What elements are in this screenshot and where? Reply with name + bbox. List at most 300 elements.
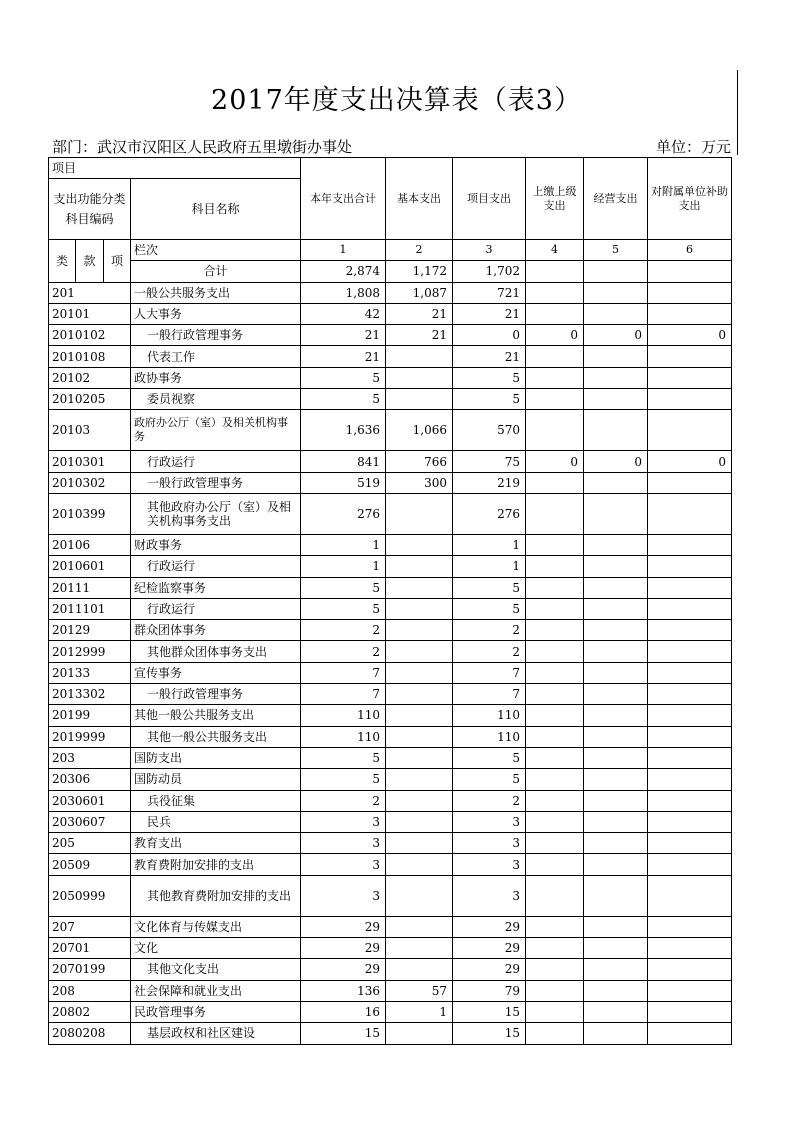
row-project: 21 xyxy=(453,346,526,367)
row-project: 2 xyxy=(453,790,526,811)
row-upper xyxy=(526,598,584,619)
table-row xyxy=(49,577,732,598)
row-business xyxy=(584,577,648,598)
row-total: 16 xyxy=(301,1001,386,1022)
row-business xyxy=(584,1023,648,1044)
row-total: 3 xyxy=(301,811,386,832)
row-basic xyxy=(386,833,453,854)
row-subsidy xyxy=(648,662,732,683)
row-code: 2010399 xyxy=(49,493,131,534)
row-basic: 1,087 xyxy=(386,282,453,303)
row-project: 29 xyxy=(453,916,526,937)
table-body xyxy=(49,282,732,1044)
row-subject-name: 其他一般公共服务支出 xyxy=(131,726,301,747)
row-total: 3 xyxy=(301,854,386,875)
row-upper xyxy=(526,747,584,768)
row-total: 15 xyxy=(301,1023,386,1044)
row-project: 75 xyxy=(453,451,526,472)
row-code: 20111 xyxy=(49,577,131,598)
row-subject-name: 民兵 xyxy=(131,811,301,832)
row-project: 3 xyxy=(453,833,526,854)
table-row xyxy=(49,684,732,705)
row-business: 0 xyxy=(584,325,648,346)
row-code: 208 xyxy=(49,980,131,1001)
table-row xyxy=(49,346,732,367)
row-basic xyxy=(386,389,453,410)
row-basic xyxy=(386,790,453,811)
header-lei: 类 xyxy=(49,240,76,283)
row-subsidy xyxy=(648,1001,732,1022)
row-subject-name: 民政管理事务 xyxy=(131,1001,301,1022)
row-code: 2013302 xyxy=(49,684,131,705)
row-code: 20701 xyxy=(49,938,131,959)
row-project: 15 xyxy=(453,1001,526,1022)
table-row xyxy=(49,598,732,619)
row-subsidy: 0 xyxy=(648,451,732,472)
table-row xyxy=(49,493,732,534)
row-business xyxy=(584,747,648,768)
row-code: 20802 xyxy=(49,1001,131,1022)
row-basic xyxy=(386,811,453,832)
table-row xyxy=(49,1023,732,1044)
row-code: 20106 xyxy=(49,534,131,555)
header-col-basic: 基本支出 xyxy=(386,158,453,240)
row-subsidy xyxy=(648,875,732,916)
table-row xyxy=(49,367,732,388)
row-code: 2010108 xyxy=(49,346,131,367)
department-label: 部门：武汉市汉阳区人民政府五里墩街办事处 xyxy=(52,138,353,156)
row-business xyxy=(584,303,648,324)
row-project: 5 xyxy=(453,747,526,768)
row-basic xyxy=(386,577,453,598)
row-project: 21 xyxy=(453,303,526,324)
row-business xyxy=(584,811,648,832)
row-total: 29 xyxy=(301,916,386,937)
row-code: 2010102 xyxy=(49,325,131,346)
row-total: 136 xyxy=(301,980,386,1001)
row-business xyxy=(584,641,648,662)
row-code: 2010302 xyxy=(49,472,131,493)
row-basic: 300 xyxy=(386,472,453,493)
row-total: 42 xyxy=(301,303,386,324)
row-subject-name: 文化 xyxy=(131,938,301,959)
row-subsidy xyxy=(648,790,732,811)
row-total: 276 xyxy=(301,493,386,534)
row-subsidy xyxy=(648,726,732,747)
row-total: 5 xyxy=(301,747,386,768)
table-row xyxy=(49,641,732,662)
row-total: 110 xyxy=(301,705,386,726)
header-n3: 3 xyxy=(453,240,526,261)
row-total: 2 xyxy=(301,620,386,641)
row-project: 5 xyxy=(453,769,526,790)
row-subsidy xyxy=(648,410,732,451)
row-subject-name: 其他文化支出 xyxy=(131,959,301,980)
row-code: 205 xyxy=(49,833,131,854)
row-business xyxy=(584,684,648,705)
row-upper xyxy=(526,1001,584,1022)
row-subsidy xyxy=(648,577,732,598)
row-project: 3 xyxy=(453,854,526,875)
row-total: 29 xyxy=(301,959,386,980)
row-subsidy xyxy=(648,556,732,577)
row-subsidy xyxy=(648,472,732,493)
row-project: 7 xyxy=(453,662,526,683)
row-basic: 766 xyxy=(386,451,453,472)
row-subsidy xyxy=(648,833,732,854)
row-total: 1 xyxy=(301,556,386,577)
row-upper xyxy=(526,493,584,534)
row-subject-name: 政协事务 xyxy=(131,367,301,388)
row-subject-name: 其他政府办公厅（室）及相关机构事务支出 xyxy=(131,493,301,534)
row-subject-name: 基层政权和社区建设 xyxy=(131,1023,301,1044)
row-upper xyxy=(526,938,584,959)
row-code: 2050999 xyxy=(49,875,131,916)
row-business xyxy=(584,875,648,916)
row-upper xyxy=(526,472,584,493)
table-row xyxy=(49,747,732,768)
row-project: 110 xyxy=(453,705,526,726)
header-n5: 5 xyxy=(584,240,648,261)
row-subject-name: 人大事务 xyxy=(131,303,301,324)
row-subject-name: 一般行政管理事务 xyxy=(131,472,301,493)
total-total: 2,874 xyxy=(301,261,386,282)
row-total: 841 xyxy=(301,451,386,472)
row-basic xyxy=(386,854,453,875)
row-code: 20102 xyxy=(49,367,131,388)
row-project: 276 xyxy=(453,493,526,534)
row-project: 219 xyxy=(453,472,526,493)
total-subsidy xyxy=(648,261,732,282)
row-subject-name: 宣传事务 xyxy=(131,662,301,683)
row-code: 2019999 xyxy=(49,726,131,747)
row-code: 20509 xyxy=(49,854,131,875)
row-subsidy xyxy=(648,534,732,555)
table-row xyxy=(49,916,732,937)
row-business xyxy=(584,620,648,641)
row-project: 29 xyxy=(453,938,526,959)
row-code: 20133 xyxy=(49,662,131,683)
header-xiang: 项 xyxy=(104,240,131,283)
header-lanci: 栏次 xyxy=(131,240,301,261)
row-business xyxy=(584,833,648,854)
row-project: 5 xyxy=(453,577,526,598)
row-subsidy xyxy=(648,282,732,303)
row-subject-name: 其他教育费附加安排的支出 xyxy=(131,875,301,916)
row-subject-name: 一般行政管理事务 xyxy=(131,684,301,705)
row-business: 0 xyxy=(584,451,648,472)
row-subject-name: 纪检监察事务 xyxy=(131,577,301,598)
row-subject-name: 一般公共服务支出 xyxy=(131,282,301,303)
row-total: 21 xyxy=(301,325,386,346)
row-upper xyxy=(526,556,584,577)
row-upper xyxy=(526,790,584,811)
row-project: 1 xyxy=(453,534,526,555)
row-upper: 0 xyxy=(526,325,584,346)
total-business xyxy=(584,261,648,282)
page-title: 2017年度支出决算表（表3） xyxy=(211,85,582,116)
row-total: 5 xyxy=(301,577,386,598)
header-n1: 1 xyxy=(301,240,386,261)
row-total: 29 xyxy=(301,938,386,959)
row-upper xyxy=(526,303,584,324)
row-total: 5 xyxy=(301,769,386,790)
table-row xyxy=(49,451,732,472)
row-business xyxy=(584,346,648,367)
row-subsidy xyxy=(648,346,732,367)
row-subject-name: 社会保障和就业支出 xyxy=(131,980,301,1001)
row-total: 5 xyxy=(301,598,386,619)
row-upper xyxy=(526,980,584,1001)
row-code: 20199 xyxy=(49,705,131,726)
row-subject-name: 教育费附加安排的支出 xyxy=(131,854,301,875)
row-project: 0 xyxy=(453,325,526,346)
table-row xyxy=(49,410,732,451)
row-project: 3 xyxy=(453,811,526,832)
header-func-code: 支出功能分类科目编码 xyxy=(49,179,131,240)
row-basic xyxy=(386,346,453,367)
total-row xyxy=(49,261,732,282)
row-subject-name: 教育支出 xyxy=(131,833,301,854)
row-upper xyxy=(526,534,584,555)
row-basic xyxy=(386,747,453,768)
header-n4: 4 xyxy=(526,240,584,261)
row-basic xyxy=(386,959,453,980)
row-upper xyxy=(526,346,584,367)
row-project: 29 xyxy=(453,959,526,980)
row-upper xyxy=(526,389,584,410)
row-basic xyxy=(386,534,453,555)
row-business xyxy=(584,493,648,534)
row-project: 1 xyxy=(453,556,526,577)
row-business xyxy=(584,282,648,303)
row-upper xyxy=(526,620,584,641)
row-business xyxy=(584,472,648,493)
row-basic xyxy=(386,641,453,662)
row-basic: 1,066 xyxy=(386,410,453,451)
row-total: 519 xyxy=(301,472,386,493)
row-subject-name: 兵役征集 xyxy=(131,790,301,811)
row-basic: 57 xyxy=(386,980,453,1001)
header-row-project xyxy=(49,158,732,179)
row-project: 570 xyxy=(453,410,526,451)
total-upper xyxy=(526,261,584,282)
row-project: 5 xyxy=(453,367,526,388)
table-row xyxy=(49,303,732,324)
table-row xyxy=(49,472,732,493)
row-basic xyxy=(386,1023,453,1044)
row-subsidy xyxy=(648,493,732,534)
row-upper xyxy=(526,854,584,875)
row-code: 20101 xyxy=(49,303,131,324)
header-col-total: 本年支出合计 xyxy=(301,158,386,240)
row-basic xyxy=(386,684,453,705)
row-basic xyxy=(386,726,453,747)
row-business xyxy=(584,598,648,619)
table-row xyxy=(49,726,732,747)
row-subsidy xyxy=(648,769,732,790)
row-subsidy xyxy=(648,1023,732,1044)
row-business xyxy=(584,790,648,811)
row-code: 2070199 xyxy=(49,959,131,980)
table-row xyxy=(49,1001,732,1022)
row-total: 5 xyxy=(301,367,386,388)
row-project: 2 xyxy=(453,641,526,662)
row-basic: 21 xyxy=(386,325,453,346)
row-basic xyxy=(386,620,453,641)
row-business xyxy=(584,705,648,726)
row-upper xyxy=(526,726,584,747)
header-col-project: 项目支出 xyxy=(453,158,526,240)
table-row xyxy=(49,854,732,875)
row-basic xyxy=(386,938,453,959)
row-basic xyxy=(386,705,453,726)
row-upper xyxy=(526,282,584,303)
row-subject-name: 行政运行 xyxy=(131,556,301,577)
row-subject-name: 其他群众团体事务支出 xyxy=(131,641,301,662)
row-basic xyxy=(386,916,453,937)
table-row xyxy=(49,790,732,811)
row-subject-name: 一般行政管理事务 xyxy=(131,325,301,346)
row-subsidy xyxy=(648,811,732,832)
row-upper xyxy=(526,684,584,705)
row-subsidy xyxy=(648,389,732,410)
row-code: 2010601 xyxy=(49,556,131,577)
row-business xyxy=(584,916,648,937)
row-business xyxy=(584,534,648,555)
row-project: 7 xyxy=(453,684,526,705)
row-project: 3 xyxy=(453,875,526,916)
row-subsidy xyxy=(648,641,732,662)
row-subsidy xyxy=(648,938,732,959)
header-project: 项目 xyxy=(49,158,301,179)
row-subsidy xyxy=(648,620,732,641)
unit-label: 单位：万元 xyxy=(655,138,731,156)
row-business xyxy=(584,662,648,683)
table-row xyxy=(49,282,732,303)
row-subject-name: 群众团体事务 xyxy=(131,620,301,641)
table-row xyxy=(49,938,732,959)
table-row xyxy=(49,389,732,410)
row-business xyxy=(584,410,648,451)
row-project: 79 xyxy=(453,980,526,1001)
table-row xyxy=(49,980,732,1001)
row-basic xyxy=(386,367,453,388)
row-subject-name: 行政运行 xyxy=(131,451,301,472)
total-project: 1,702 xyxy=(453,261,526,282)
row-upper xyxy=(526,410,584,451)
row-subject-name: 国防动员 xyxy=(131,769,301,790)
row-total: 110 xyxy=(301,726,386,747)
row-code: 2030601 xyxy=(49,790,131,811)
row-business xyxy=(584,769,648,790)
table-row xyxy=(49,833,732,854)
row-code: 2012999 xyxy=(49,641,131,662)
expenditure-table xyxy=(48,157,732,1045)
table-row xyxy=(49,325,732,346)
row-subsidy xyxy=(648,916,732,937)
row-code: 203 xyxy=(49,747,131,768)
row-subject-name: 行政运行 xyxy=(131,598,301,619)
table-row xyxy=(49,705,732,726)
row-total: 3 xyxy=(301,875,386,916)
header-col-upper: 上缴上级支出 xyxy=(526,158,584,240)
table-row xyxy=(49,556,732,577)
row-upper xyxy=(526,769,584,790)
row-upper xyxy=(526,811,584,832)
row-basic xyxy=(386,769,453,790)
table-row xyxy=(49,811,732,832)
row-subsidy xyxy=(648,367,732,388)
header-col-subsidy: 对附属单位补助支出 xyxy=(648,158,732,240)
table-row xyxy=(49,534,732,555)
row-basic xyxy=(386,875,453,916)
row-subsidy xyxy=(648,598,732,619)
row-business xyxy=(584,980,648,1001)
row-subject-name: 委员视察 xyxy=(131,389,301,410)
row-subsidy xyxy=(648,959,732,980)
header-kuan: 款 xyxy=(76,240,104,283)
row-project: 721 xyxy=(453,282,526,303)
row-basic: 21 xyxy=(386,303,453,324)
row-business xyxy=(584,389,648,410)
row-upper xyxy=(526,1023,584,1044)
row-subsidy xyxy=(648,980,732,1001)
row-total: 1 xyxy=(301,534,386,555)
row-code: 20103 xyxy=(49,410,131,451)
row-business xyxy=(584,367,648,388)
row-upper xyxy=(526,662,584,683)
row-project: 2 xyxy=(453,620,526,641)
row-basic xyxy=(386,662,453,683)
row-subject-name: 文化体育与传媒支出 xyxy=(131,916,301,937)
row-business xyxy=(584,556,648,577)
row-subject-name: 财政事务 xyxy=(131,534,301,555)
row-business xyxy=(584,938,648,959)
row-code: 2030607 xyxy=(49,811,131,832)
row-business xyxy=(584,726,648,747)
row-subsidy xyxy=(648,854,732,875)
row-subsidy xyxy=(648,303,732,324)
row-subject-name: 政府办公厅（室）及相关机构事务 xyxy=(131,410,301,451)
row-business xyxy=(584,854,648,875)
row-project: 15 xyxy=(453,1023,526,1044)
row-upper xyxy=(526,959,584,980)
row-basic xyxy=(386,598,453,619)
header-subject-name: 科目名称 xyxy=(131,179,301,240)
table-row xyxy=(49,769,732,790)
header-col-business: 经营支出 xyxy=(584,158,648,240)
row-code: 2080208 xyxy=(49,1023,131,1044)
header-n2: 2 xyxy=(386,240,453,261)
table-row xyxy=(49,620,732,641)
row-subject-name: 国防支出 xyxy=(131,747,301,768)
row-total: 7 xyxy=(301,684,386,705)
row-project: 110 xyxy=(453,726,526,747)
edge-line xyxy=(737,70,738,155)
row-total: 2 xyxy=(301,790,386,811)
row-subsidy: 0 xyxy=(648,325,732,346)
row-total: 1,636 xyxy=(301,410,386,451)
row-upper xyxy=(526,641,584,662)
row-basic xyxy=(386,556,453,577)
table-row xyxy=(49,959,732,980)
row-basic xyxy=(386,493,453,534)
table-row xyxy=(49,662,732,683)
row-total: 5 xyxy=(301,389,386,410)
row-subsidy xyxy=(648,747,732,768)
row-upper xyxy=(526,577,584,598)
